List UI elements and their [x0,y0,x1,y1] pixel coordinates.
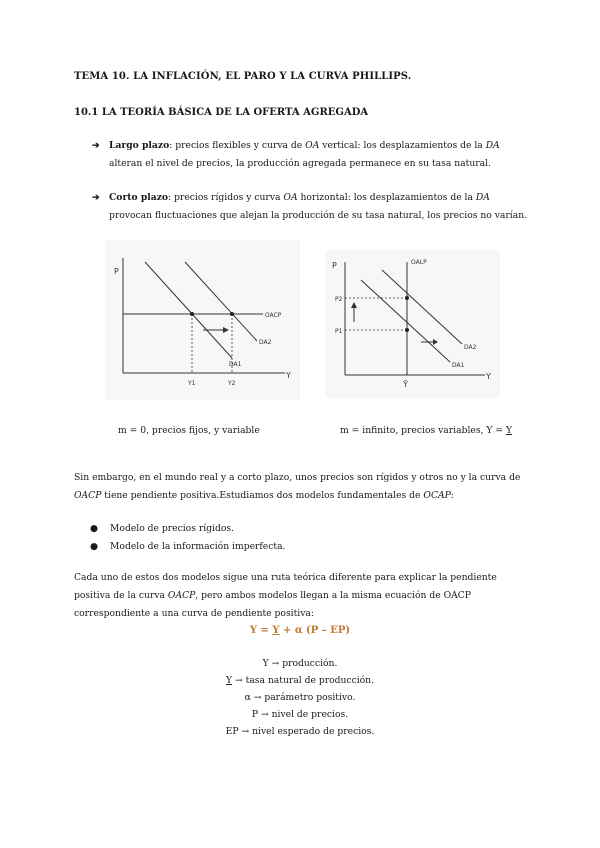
para2-oacp: OACP [167,590,196,601]
equilibrium-2 [230,312,234,316]
section-heading: 10.1 LA TEORÍA BÁSICA DE LA OFERTA AGREGADA [74,107,369,118]
legend-symbol: α [244,692,251,703]
oacp-equation [0,625,600,636]
graph-short-run-horizontal-oa [105,240,300,400]
p2-tick-label: P2 [335,296,343,303]
legend-item [0,689,600,706]
paragraph-oacp-intro [74,469,534,505]
legend-desc: → tasa natural de producción. [232,675,375,686]
page-title: TEMA 10. LA INFLACIÓN, EL PARO Y LA CURVA PHILLIPS. [74,71,412,82]
price-axis-label: P [332,261,337,270]
legend-desc: → producción. [268,658,338,669]
equation-part-2: + α (P – EP) [279,625,351,636]
equation-natural-output: Y [272,625,280,636]
short-run-label: Corto plazo [109,192,169,203]
p1-tick-label: P1 [335,328,343,335]
long-run-text-3: alteran el nivel de precios, la producción agregada permanece en su tasa natural. [109,158,491,169]
list-item [90,520,285,538]
para1-oacp: OACP [74,490,102,501]
legend-desc: → parámetro positivo. [250,692,356,703]
legend-symbol: EP [225,726,239,737]
bullet-icon: ● [90,523,99,534]
para2-text-1: Cada uno de estos dos modelos sigue una ruta teórica diferente para explicar la pendiente positiva de la curva [74,572,497,601]
oacp-label: OACP [265,312,282,319]
output-axis-label: Y [286,371,291,380]
da2-label: DA2 [464,344,477,351]
y2-tick-label: Y2 [228,380,236,387]
graph-background [105,240,300,400]
graph-right-caption [340,425,512,436]
legend-item [0,655,600,672]
para1-text-1: Sin embargo, en el mundo real y a corto plazo, unos precios son rígidos y otros no y la curva de [74,472,521,483]
para1-ocap: OCAP [423,490,451,501]
short-run-text-2: horizontal: los desplazamientos de la [297,192,476,203]
y1-tick-label: Y1 [188,380,196,387]
graph-left-caption: m = 0, precios fijos, y variable [118,425,260,436]
da1-label: DA1 [452,362,465,369]
short-run-oa: OA [283,192,298,203]
legend-symbol: Y [262,658,269,669]
legend-item [0,672,600,689]
para1-text-3: : [450,490,454,501]
arrow-right-icon: ➔ [92,192,100,203]
para1-text-2: tiene pendiente positiva.Estudiamos dos modelos fundamentales de [101,490,424,501]
model-imperfect-information: Modelo de la información imperfecta. [110,541,286,552]
bullet-icon: ● [90,541,99,552]
long-run-label: Largo plazo [109,140,170,151]
graph-right-caption-ybar: Y [506,425,513,436]
legend-item [0,723,600,740]
da1-label: DA1 [229,361,242,368]
equilibrium-1 [190,312,194,316]
list-item [90,538,285,556]
da2-label: DA2 [259,339,272,346]
price-axis-label: P [114,267,119,276]
equilibrium-1 [405,328,409,332]
arrow-right-icon: ➔ [92,140,100,151]
natural-output-tick-label: Ȳ [403,380,408,389]
short-run-da: DA [475,192,490,203]
paragraph-models [74,569,534,623]
long-run-bullet [92,137,532,173]
long-run-oa: OA [305,140,320,151]
output-axis-label: Y [486,372,491,381]
long-run-text-1: : precios flexibles y curva de [169,140,306,151]
legend-symbol: Y [225,675,233,686]
equation-part-1: Y = [249,625,273,636]
model-sticky-prices: Modelo de precios rígidos. [110,523,235,534]
para2-text-2: , pero ambos modelos llegan a la misma ecuación de OACP correspondiente a una curva de pendiente positiva: [74,590,471,619]
equilibrium-2 [405,296,409,300]
graph-long-run-vertical-oa [325,250,500,398]
graph-background [325,250,500,398]
short-run-bullet [92,189,532,225]
oalp-label: OALP [411,259,427,266]
short-run-text-1: : precios rígidos y curva [168,192,284,203]
legend-desc: → nivel de precios. [258,709,349,720]
long-run-text-2: vertical: los desplazamientos de la [319,140,486,151]
graph-right-caption-text: m = infinito, precios variables, Y = [340,425,507,436]
long-run-da: DA [485,140,500,151]
short-run-text-3: provocan fluctuaciones que alejan la producción de su tasa natural, los precios no varían. [109,210,528,221]
legend-symbol: P [251,709,259,720]
legend-desc: → nivel esperado de precios. [238,726,375,737]
legend-item [0,706,600,723]
models-list [90,520,285,556]
equation-legend [0,655,600,740]
